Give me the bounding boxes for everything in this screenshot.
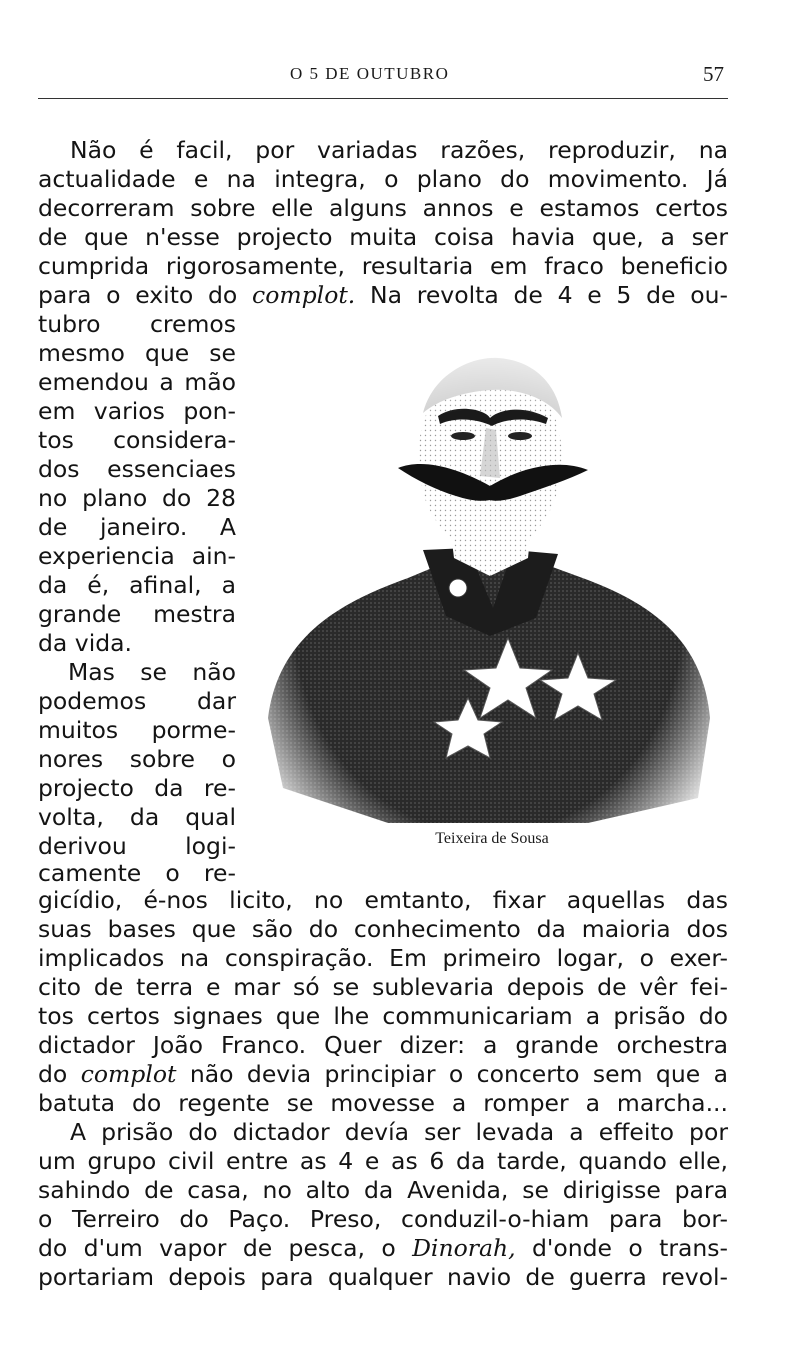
text-line: A prisão do dictador devía ser levada a effeito por xyxy=(70,1118,728,1146)
text-line: mesmo que se xyxy=(38,339,236,367)
text-fragment: não devia principiar o concerto sem que a xyxy=(189,1060,728,1088)
text-fragment: do xyxy=(38,1060,68,1088)
text-line: dos essenciaes xyxy=(38,455,236,483)
text-line: portariam depois para qualquer navio de guerra revol- xyxy=(38,1263,728,1291)
text-line: muitos porme- xyxy=(38,716,236,744)
text-line: um grupo civil entre as 4 e as 6 da tarde, quando elle, xyxy=(38,1147,728,1175)
text-line: sahindo de casa, no alto da Avenida, se dirigisse para xyxy=(38,1176,728,1204)
text-line: o Terreiro do Paço. Preso, conduzil-o-hiam para bor- xyxy=(38,1205,728,1233)
text-line: decorreram sobre elle alguns annos e estamos certos xyxy=(38,194,728,222)
text-line: actualidade e na integra, o plano do movimento. Já xyxy=(38,165,728,193)
text-line: cumprida rigorosamente, resultaria em fraco beneficio xyxy=(38,252,728,280)
text-line-with-italic xyxy=(38,1060,728,1088)
italic-term: complot. xyxy=(252,281,356,309)
running-title: O 5 DE OUTUBRO xyxy=(290,64,450,83)
page-header xyxy=(38,62,728,99)
text-line: em varios pon- xyxy=(38,397,236,425)
text-line: no plano do 28 xyxy=(38,484,236,512)
text-line: cito de terra e mar só se sublevaria depois de vêr fei- xyxy=(38,973,728,1001)
text-line: dictador João Franco. Quer dizer: a grande orchestra xyxy=(38,1031,728,1059)
text-fragment: para o exito do xyxy=(38,281,238,309)
text-line: Mas se não xyxy=(68,658,236,686)
text-line: volta, da qual xyxy=(38,803,236,831)
italic-term: complot xyxy=(80,1060,177,1088)
text-line: nores sobre o xyxy=(38,745,236,773)
text-fragment: d'onde o trans- xyxy=(531,1234,728,1262)
text-line: batuta do regente se movesse a romper a marcha... xyxy=(38,1089,728,1117)
text-line: grande mestra xyxy=(38,600,236,628)
text-line: suas bases que são do conhecimento da maioria dos xyxy=(38,915,728,943)
text-line-with-italic xyxy=(38,1234,728,1262)
figure-caption: Teixeira de Sousa xyxy=(435,830,549,847)
text-line: tos certos signaes que lhe communicariam a prisão do xyxy=(38,1002,728,1030)
text-line: experiencia ain- xyxy=(38,542,236,570)
text-line: da vida. xyxy=(38,629,133,657)
text-line: da é, afinal, a xyxy=(38,571,236,599)
text-line: tubro cremos xyxy=(38,310,236,338)
text-line: derivou logi- xyxy=(38,832,236,860)
text-line: Não é facil, por variadas razões, reproduzir, na xyxy=(70,136,728,164)
italic-term: Dinorah, xyxy=(412,1234,516,1262)
text-line: podemos dar xyxy=(38,687,236,715)
page-number: 57 xyxy=(703,62,724,86)
text-line: tos considera- xyxy=(38,426,236,454)
text-line: gicídio, é-nos licito, no emtanto, fixar aquellas das xyxy=(38,886,728,914)
text-line: emendou a mão xyxy=(38,368,236,396)
text-fragment: Na revolta de 4 e 5 de ou- xyxy=(370,281,728,309)
text-fragment: do d'um vapor de pesca, o xyxy=(38,1234,396,1262)
text-line: camente o re- xyxy=(38,859,236,887)
text-line: projecto da re- xyxy=(38,774,236,802)
text-line: de janeiro. A xyxy=(38,513,236,541)
text-line: de que n'esse projecto muita coisa havia que, a ser xyxy=(38,223,728,251)
text-line-with-italic xyxy=(38,281,728,309)
portrait-image xyxy=(258,318,718,823)
text-line: implicados na conspiração. Em primeiro logar, o exer- xyxy=(38,944,728,972)
